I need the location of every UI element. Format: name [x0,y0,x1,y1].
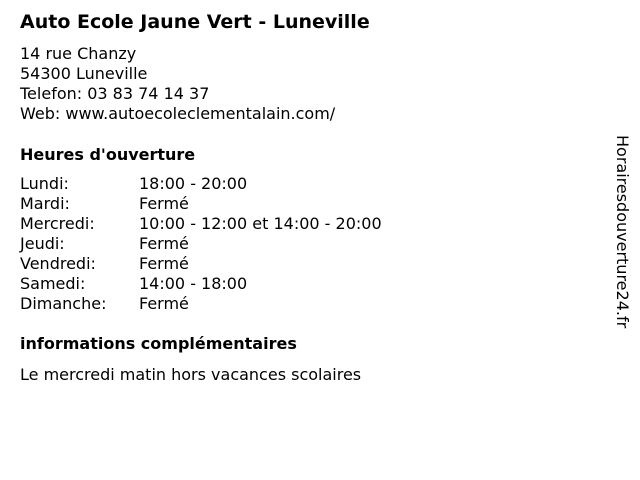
hours-day: Samedi: [20,274,86,293]
hours-day: Mardi: [20,194,70,213]
hours-time: Fermé [139,294,189,313]
hours-day: Vendredi: [20,254,96,273]
hours-day: Lundi: [20,174,69,193]
additional-info-heading: informations complémentaires [20,334,297,353]
hours-time: Fermé [139,194,189,213]
hours-row-tuesday [20,194,382,214]
hours-time: 18:00 - 20:00 [139,174,248,193]
hours-day: Jeudi: [20,234,65,253]
hours-day: Dimanche: [20,294,107,313]
additional-info-text: Le mercredi matin hors vacances scolaires [20,365,362,384]
hours-row-sunday [20,294,382,314]
opening-hours-heading: Heures d'ouverture [20,145,196,164]
hours-time: 14:00 - 18:00 [139,274,248,293]
business-name: Auto Ecole Jaune Vert - Luneville [20,11,370,33]
site-watermark: Horairesdouverture24.fr [613,135,632,329]
hours-row-saturday [20,274,382,294]
address-street: 14 rue Chanzy [20,44,137,63]
opening-hours-table [20,174,382,314]
hours-row-monday [20,174,382,194]
phone-number: Telefon: 03 83 74 14 37 [20,84,210,103]
website-link[interactable]: Web: www.autoecoleclementalain.com/ [20,104,336,123]
hours-time: 10:00 - 12:00 et 14:00 - 20:00 [139,214,382,233]
address-block [20,44,335,124]
hours-day: Mercredi: [20,214,95,233]
hours-time: Fermé [139,234,189,253]
hours-row-friday [20,254,382,274]
hours-time: Fermé [139,254,189,273]
hours-row-thursday [20,234,382,254]
address-city: 54300 Luneville [20,64,148,83]
hours-row-wednesday [20,214,382,234]
